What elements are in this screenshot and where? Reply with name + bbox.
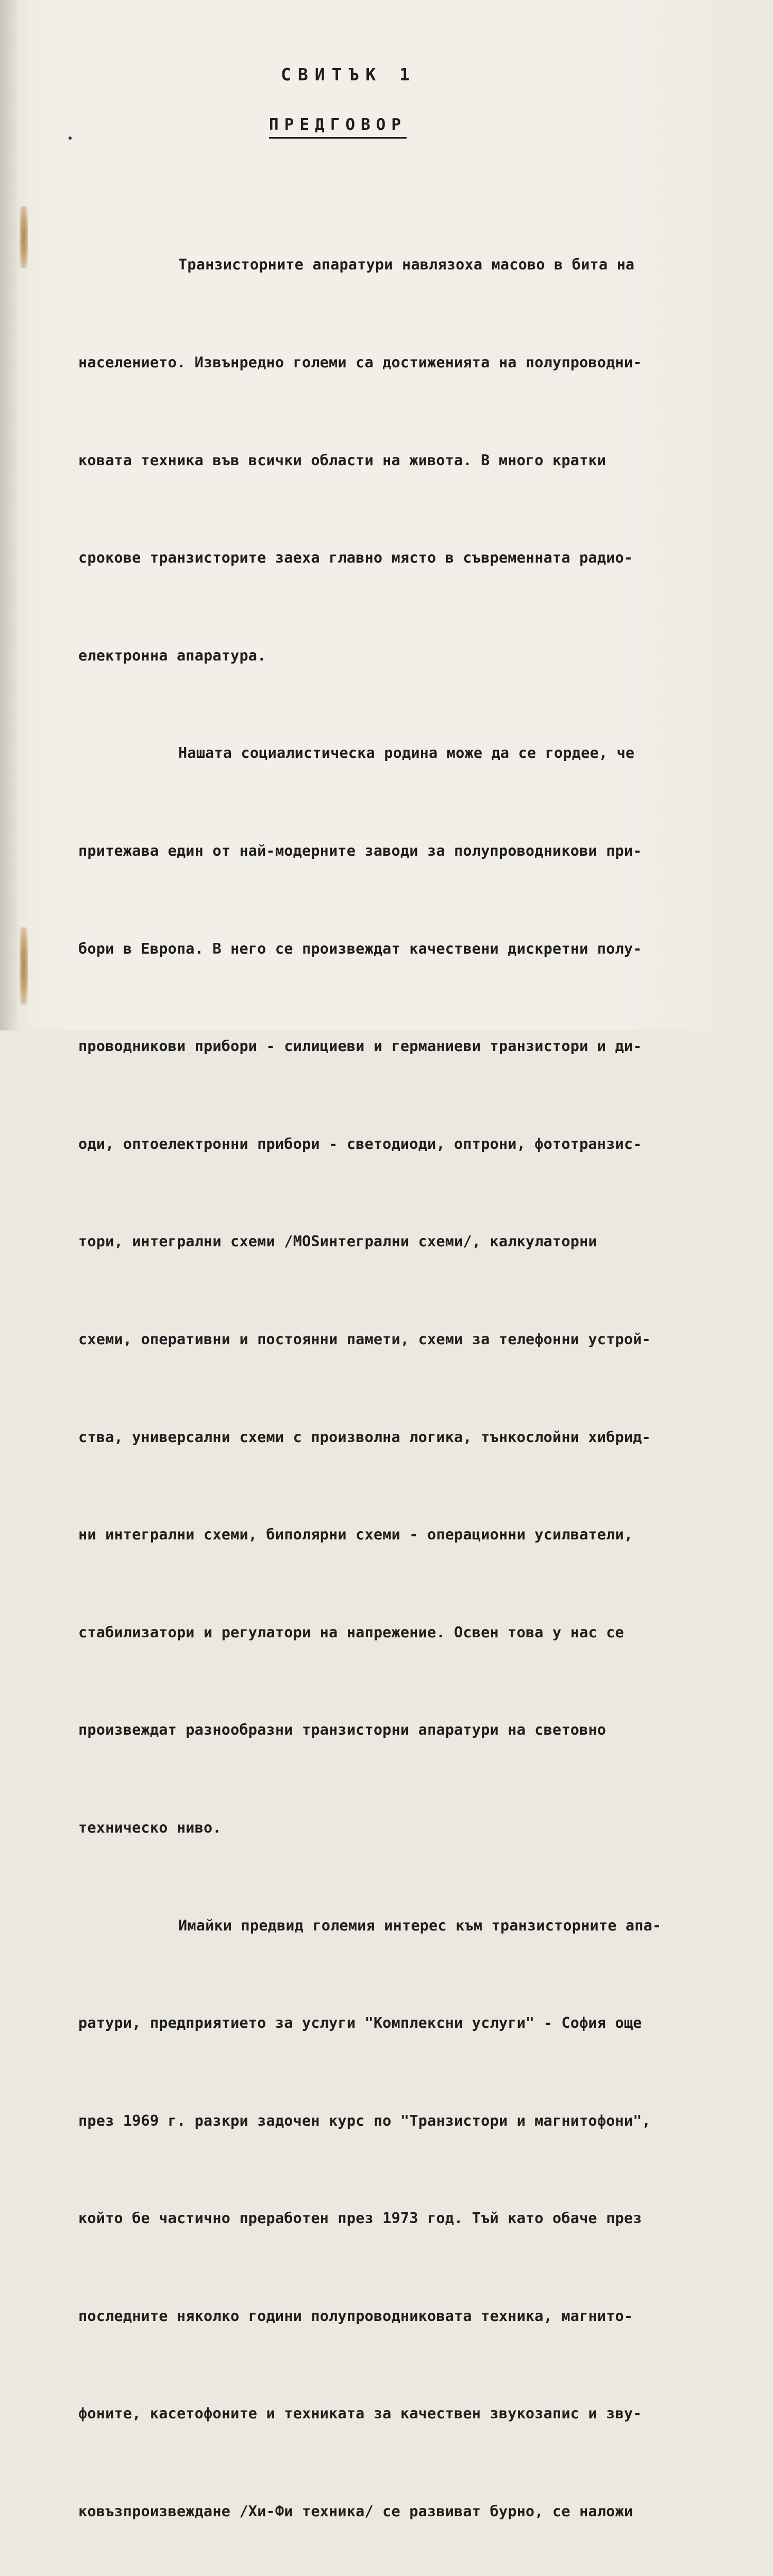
page-subtitle: ПРЕДГОВОР	[269, 115, 407, 139]
text-line: стабилизатори и регулатори на напрежение. Освен това у нас се	[78, 1623, 624, 1641]
text-line: фоните, касетофоните и техниката за качествен звукозапис и зву-	[78, 2405, 642, 2422]
text-line: проводникови прибори - силициеви и германиеви транзистори и ди-	[78, 1038, 642, 1055]
text-line: бори в Европа. В него се произвеждат качествени дискретни полу-	[78, 940, 642, 957]
text-line: Нашата социалистическа родина може да се гордее, че	[178, 744, 635, 762]
text-line: през 1969 г. разкри задочен курс по "Транзистори и магнитофони",	[78, 2112, 651, 2129]
text-line: последните няколко години полупроводниковата техника, магнито-	[78, 2307, 633, 2325]
page-title: СВИТЪК 1	[281, 64, 416, 84]
text-line: който бе частично преработен през 1973 год. Тъй като обаче през	[78, 2210, 642, 2227]
text-line: срокове транзисторите заеха главно място в съвременната радио-	[78, 549, 633, 567]
binding-edge	[0, 0, 18, 1030]
rust-stain-top	[20, 206, 28, 268]
text-line: населението. Извънредно големи са достиженията на полупроводни-	[78, 354, 642, 371]
text-line: Имайки предвид големия интерес към транзисторните апа-	[178, 1917, 662, 1934]
ink-dot	[69, 137, 72, 140]
text-line: оди, оптоелектронни прибори - светодиоди, оптрони, фототранзис-	[78, 1135, 642, 1153]
text-line: ни интегрални схеми, биполярни схеми - операционни усилватели,	[78, 1526, 633, 1544]
text-line: притежава един от най-модерните заводи за полупроводникови при-	[78, 842, 642, 859]
text-line: електронна апаратура.	[78, 647, 266, 664]
text-line: техническо ниво.	[78, 1819, 222, 1836]
text-line: произвеждат разнообразни транзисторни апаратури на световно	[78, 1721, 607, 1739]
text-line: ковата техника във всички области на живота. В много кратки	[78, 451, 607, 469]
text-line: ратури, предприятието за услуги "Комплексни услуги" - София още	[78, 2014, 642, 2032]
body-text	[78, 183, 717, 2576]
text-line: ства, универсални схеми с произволна логика, тънкослойни хибрид-	[78, 1428, 651, 1446]
text-line: ковъзпроизвеждане /Хи-Фи техника/ се развиват бурно, се наложи	[78, 2503, 633, 2520]
rust-stain-bottom	[20, 927, 28, 1005]
text-line: тори, интегрални схеми /MOSинтегрални схеми/, калкулаторни	[78, 1233, 597, 1250]
text-line: схеми, оперативни и постоянни памети, схеми за телефонни устрой-	[78, 1330, 651, 1348]
text-line: Транзисторните апаратури навлязоха масово в бита на	[178, 256, 635, 274]
